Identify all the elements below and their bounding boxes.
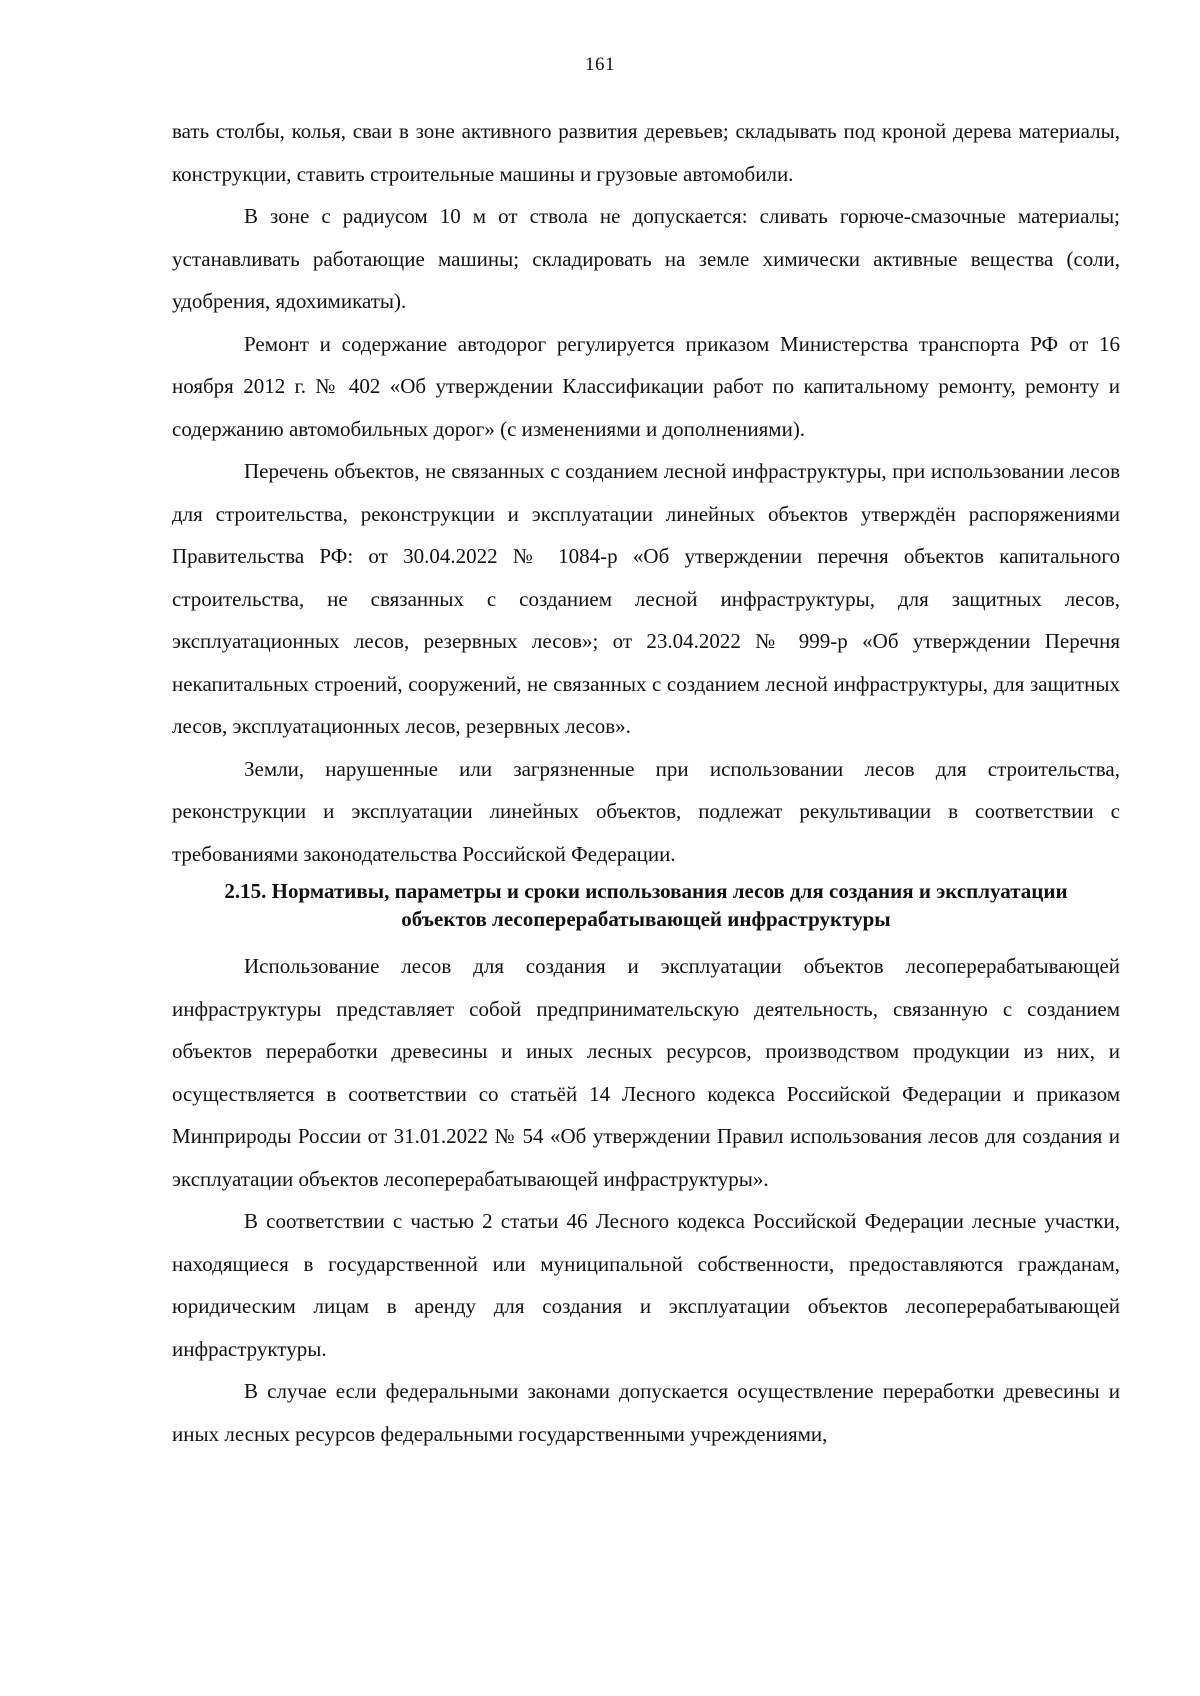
page-number: 161 [585,54,615,75]
paragraph-lease-provision: В соответствии с частью 2 статьи 46 Лесного кодекса Российской Федерации лесные участки, находящиеся в государственной или муниципальной собственности, предоставляются гражданам, юридическим лицам в аренду для создания и эксплуатации объектов лесоперерабатывающей инфраструктуры. [172,1209,1120,1361]
document-body [172,110,1120,1455]
paragraph-forest-processing-use: Использование лесов для создания и эксплуатации объектов лесоперерабатывающей инфраструктуры представляет собой предпринимательскую деятельность, связанную с созданием объектов переработки древесины и иных лесных ресурсов, производством продукции из них, и осуществляется в соответствии со статьёй 14 Лесного кодекса Российской Федерации и приказом Минприроды России от 31.01.2022 № 54 «Об утверждении Правил использования лесов для создания и эксплуатации объектов лесоперерабатывающей инфраструктуры». [172,954,1120,1191]
paragraph-road-repair: Ремонт и содержание автодорог регулируется приказом Министерства транспорта РФ от 16 ноября 2012 г. № 402 «Об утверждении Классификации работ по капитальному ремонту, ремонту и содержанию автомобильных дорог» (с изменениями и дополнениями). [172,331,1120,441]
paragraph-land-recultivation: Земли, нарушенные или загрязненные при использовании лесов для строительства, реконструкции и эксплуатации линейных объектов, подлежат рекультивации в соответствии с требованиями законодательства Российской Федерации. [172,756,1120,866]
section-heading: 2.15. Нормативы, параметры и сроки использования лесов для создания и эксплуатации объектов лесоперерабатывающей инфраструктуры [224,879,1068,931]
paragraph-federal-institutions: В случае если федеральными законами допускается осуществление переработки древесины и иных лесных ресурсов федеральными государственными учреждениями, [172,1379,1120,1446]
paragraph-zone-radius: В зоне с радиусом 10 м от ствола не допускается: сливать горюче-смазочные материалы; устанавливать работающие машины; складировать на земле химически активные вещества (соли, удобрения, ядохимикаты). [172,204,1120,313]
paragraph-objects-list: Перечень объектов, не связанных с созданием лесной инфраструктуры, при использовании лесов для строительства, реконструкции и эксплуатации линейных объектов утверждён распоряжениями Правительства РФ: от 30.04.2022 № 1084-р «Об утверждении перечня объектов капитального строительства, не связанных с созданием лесной инфраструктуры, для защитных лесов, эксплуатационных лесов, резервных лесов»; от 23.04.2022 № 999-р «Об утверждении Перечня некапитальных строений, сооружений, не связанных с созданием лесной инфраструктуры, для защитных лесов, эксплуатационных лесов, резервных лесов». [172,459,1120,738]
paragraph-continued: вать столбы, колья, сваи в зоне активного развития деревьев; складывать под кроной дерева материалы, конструкции, ставить строительные машины и грузовые автомобили. [172,119,1120,186]
